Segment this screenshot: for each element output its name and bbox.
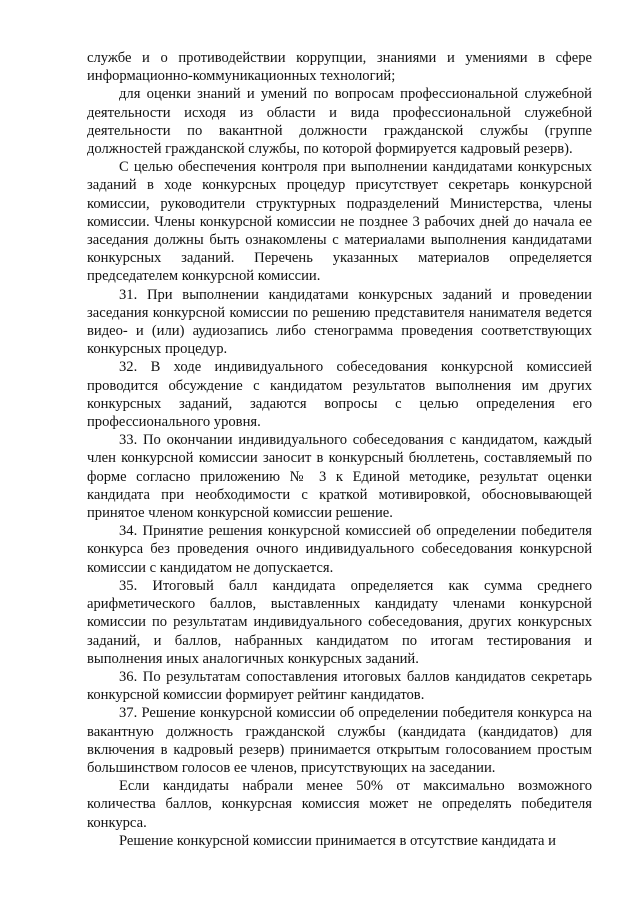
paragraph-32: 32. В ходе индивидуального собеседования конкурсной комиссией проводится обсуждение с кандидатом результатов выполнения им других конкурсных заданий, задаются вопросы с целью определения его профессионального уровня. bbox=[87, 359, 592, 431]
paragraph-control: С целью обеспечения контроля при выполнении кандидатами конкурсных заданий в ходе конкурсных процедур присутствует секретарь конкурсной комиссии, руководители структурных подразделений Министерства, члены комиссии. Члены конкурсной комиссии не позднее 3 рабочих дней до начала ее заседания должны быть ознакомлены с материалами выполнения кандидатами конкурсных заданий. Перечень указанных материалов определяется председателем конкурсной комиссии. bbox=[87, 159, 592, 285]
document-page bbox=[87, 49, 592, 850]
paragraph-continuation: службе и о противодействии коррупции, знаниями и умениями в сфере информационно-коммуникационных технологий; bbox=[87, 50, 592, 85]
paragraph-34: 34. Принятие решения конкурсной комиссией об определении победителя конкурса без проведения очного индивидуального собеседования конкурсной комиссии с кандидатом не допускается. bbox=[87, 523, 592, 576]
paragraph-37: 37. Решение конкурсной комиссии об определении победителя конкурса на вакантную должность гражданской службы (кандидата (кандидатов) для включения в кадровый резерв) принимается открытым голосованием простым большинством голосов ее членов, присутствующих на заседании. bbox=[87, 705, 592, 776]
paragraph-33: 33. По окончании индивидуального собеседования с кандидатом, каждый член конкурсной комиссии заносит в конкурсный бюллетень, составляемый по форме согласно приложению № 3 к Единой методике, результат оценки кандидата при необходимости с краткой мотивировкой, обосновывающей принятое членом конкурсной комиссии решение. bbox=[87, 432, 592, 522]
paragraph-decision: Решение конкурсной комиссии принимается в отсутствие кандидата и bbox=[119, 832, 556, 849]
paragraph-31: 31. При выполнении кандидатами конкурсных заданий и проведении заседания конкурсной комиссии по решению представителя нанимателя ведется видео- и (или) аудиозапись либо стенограмма проведения соответствующих конкурсных процедур. bbox=[87, 286, 592, 358]
paragraph-threshold: Если кандидаты набрали менее 50% от максимально возможного количества баллов, конкурсная комиссия может не определять победителя конкурса. bbox=[87, 778, 592, 831]
paragraph-35: 35. Итоговый балл кандидата определяется как сумма среднего арифметического баллов, выставленных кандидату членами конкурсной комиссии по результатам индивидуального собеседования, других конкурсных заданий, и баллов, набранных кандидатом по итогам тестирования и выполнения иных аналогичных конкурсных заданий. bbox=[87, 577, 592, 667]
paragraph-knowledge-assessment: для оценки знаний и умений по вопросам профессиональной служебной деятельности исходя из области и вида профессиональной служебной деятельности по вакантной должности гражданской службы (группе должностей гражданской службы, по которой формируется кадровый резерв). bbox=[87, 86, 592, 158]
paragraph-36: 36. По результатам сопоставления итоговых баллов кандидатов секретарь конкурсной комиссии формирует рейтинг кандидатов. bbox=[87, 668, 592, 704]
